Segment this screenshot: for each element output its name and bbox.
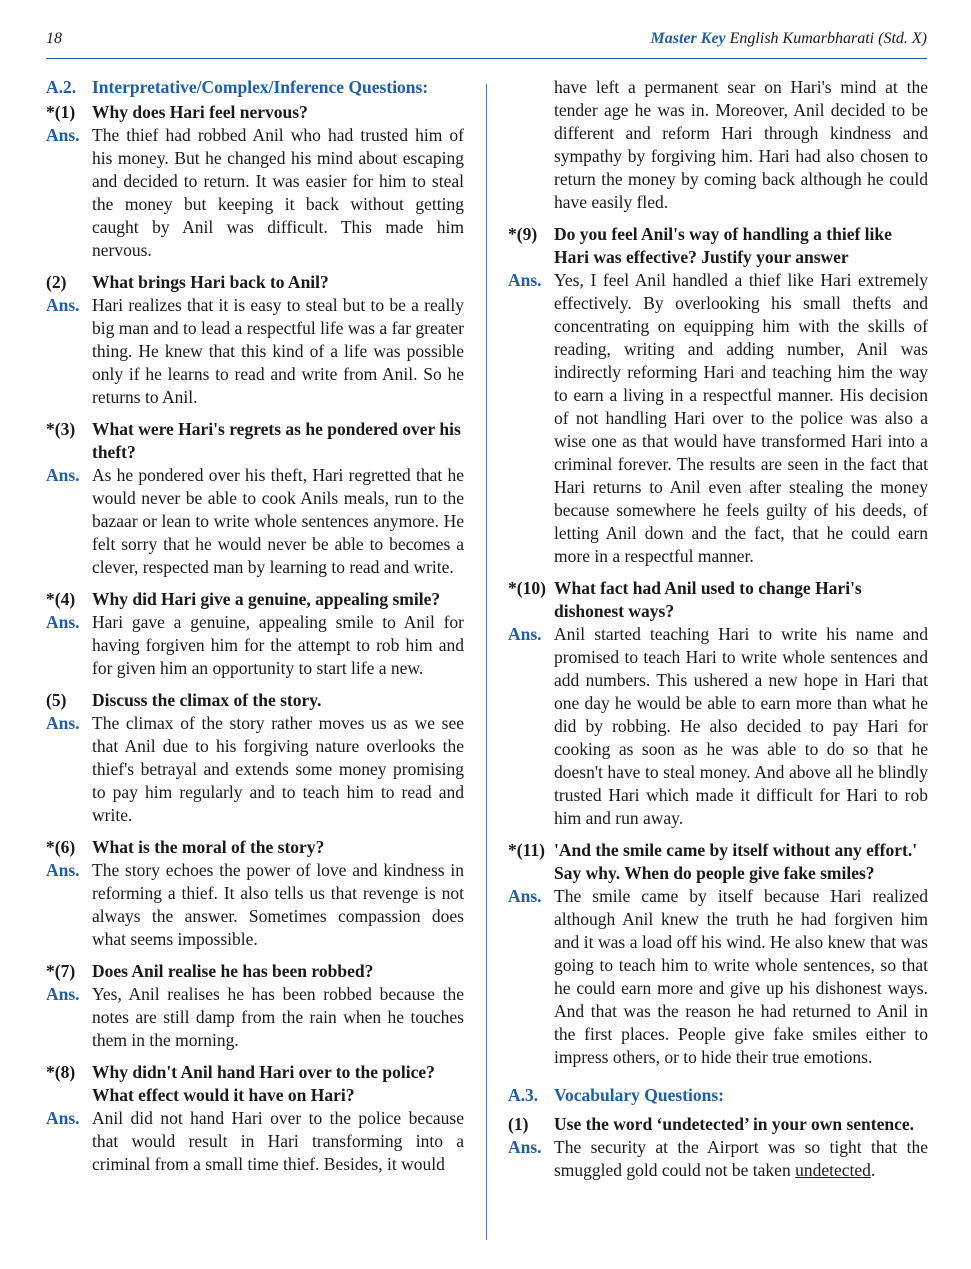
answer-text: The climax of the story rather moves us as we see that Anil due to his forgiving nature overlooks the thief's betrayal and extends some money promising to pay him regularly and to teach him to read and write.	[92, 713, 464, 825]
question-block	[508, 1113, 928, 1182]
question-block	[46, 418, 464, 579]
question-text: What fact had Anil used to change Hari's dishonest ways?	[554, 578, 862, 621]
question-number: *(4)	[46, 589, 76, 609]
answer-label: Ans.	[46, 295, 80, 315]
right-column	[508, 76, 928, 1191]
running-header	[651, 30, 927, 48]
header-rule	[46, 58, 927, 59]
section-title: Vocabulary Questions:	[554, 1085, 725, 1105]
section-title: Interpretative/Complex/Inference Questions:	[92, 77, 429, 97]
question-block	[46, 689, 464, 827]
question-number: *(8)	[46, 1062, 76, 1082]
question-text: Does Anil realise he has been robbed?	[92, 961, 374, 981]
question-block	[46, 588, 464, 680]
question-number: (1)	[508, 1114, 529, 1134]
question-text: Why did Hari give a genuine, appealing smile?	[92, 589, 441, 609]
answer-label: Ans.	[508, 1137, 542, 1157]
answer-label: Ans.	[46, 612, 80, 632]
section-heading	[508, 1084, 928, 1107]
answer-text: Yes, I feel Anil handled a thief like Hari extremely effectively. By overlooking his small thefts and concentrating on equipping him with the skills of reading, writing and adding number, Anil was indirectly reforming Hari and teaching him the way to earn a living in a respectful manner. His decision of not handling Hari over to the police was also a wise one as that would have transformed Hari into a criminal forever. The results are seen in the fact that Hari returns to Anil even after stealing the money because somewhere he feels guilty of his deeds, of letting Anil down and the fact, that he could earn more in a respectful manner.	[554, 270, 928, 566]
question-block	[46, 960, 464, 1052]
answer-text: Anil did not hand Hari over to the police because that would result in Hari transforming into a criminal from a small time thief. Besides, it would	[92, 1108, 464, 1174]
section-id: A.3.	[508, 1085, 539, 1105]
question-number: (5)	[46, 690, 67, 710]
question-text: What brings Hari back to Anil?	[92, 272, 329, 292]
question-text: Use the word ‘undetected’ in your own sentence.	[554, 1114, 915, 1134]
question-block	[508, 577, 928, 830]
answer-text: The thief had robbed Anil who had trusted him of his money. But he changed his mind about escaping and decided to return. It was easier for him to steal the money but keeping it back without getting caught by Anil was difficult. This made him nervous.	[92, 125, 464, 260]
answer-text-end: .	[870, 1160, 876, 1180]
answer-text: Anil started teaching Hari to write his name and promised to teach Hari to write whole sentences and add numbers. This ushered a new hope in Hari that one day he would be able to earn more than what he did by robbing. He also decided to pay Hari for cooking as soon as he was able to do so that he doesn't have to steal money. And above all he blindly trusted Hari which made it difficult for Hari to rob him and run away.	[554, 624, 928, 828]
answer-label: Ans.	[508, 886, 542, 906]
underlined-word: undetected	[795, 1160, 871, 1180]
question-text: What were Hari's regrets as he pondered over his theft?	[92, 419, 461, 462]
question-text: Why does Hari feel nervous?	[92, 102, 308, 122]
question-text: Do you feel Anil's way of handling a thief like Hari was effective? Justify your answer	[554, 224, 892, 267]
answer-text	[554, 1136, 928, 1182]
answer-text: The smile came by itself because Hari realized although Anil knew the truth he had forgiven him and it was a load off his wind. He also knew that was going to teach him to write whole sentences, so that he could earn more and give up his dishonest ways. And that was the reason he had returned to Anil in the first places. People give fake smiles either to impress others, or to hide their true emotions.	[554, 886, 928, 1067]
question-text: What is the moral of the story?	[92, 837, 325, 857]
question-block	[508, 839, 928, 1069]
question-block	[46, 101, 464, 262]
left-column	[46, 76, 464, 1185]
answer-text: The story echoes the power of love and kindness in reforming a thief. It also tells us that revenge is not always the answer. Sometimes compassion does what seems impossible.	[92, 860, 464, 949]
question-number: *(6)	[46, 837, 76, 857]
answer-label: Ans.	[46, 984, 80, 1004]
section-heading	[46, 76, 464, 99]
question-block	[508, 223, 928, 568]
question-block	[46, 271, 464, 409]
answer-label: Ans.	[46, 713, 80, 733]
answer-text: Hari gave a genuine, appealing smile to Anil for having forgiven him for the attempt to rob him and for given him an opportunity to start life a new.	[92, 612, 464, 678]
question-block	[46, 836, 464, 951]
book-brand: Master Key	[650, 30, 726, 47]
answer-text: Hari realizes that it is easy to steal but to be a really big man and to lead a respectful life was a far greater thing. He knew that this kind of a life was possible only if he learns to read and write from Anil. So he returns to Anil.	[92, 295, 464, 407]
section-id: A.2.	[46, 77, 77, 97]
answer-label: Ans.	[46, 1108, 80, 1128]
column-divider	[486, 84, 487, 1240]
answer-text: As he pondered over his theft, Hari regretted that he would never be able to cook Anils meals, run to the bazaar or lean to write whole sentences anymore. He felt sorry that he would never be able to becomes a clever, respected man by learning to read and write.	[92, 465, 464, 577]
page-number: 18	[46, 30, 62, 47]
question-number: (2)	[46, 272, 67, 292]
question-number: *(9)	[508, 224, 538, 244]
answer-label: Ans.	[508, 624, 542, 644]
answer-continuation: have left a permanent sear on Hari's mind at the tender age he was in. Moreover, Anil decided to be different and reform Hari through kindness and sympathy by forgiving him. Hari had also chosen to return the money by coming back although he could have easily fled.	[554, 77, 928, 212]
answer-label: Ans.	[46, 860, 80, 880]
answer-text-start: The security at the Airport was so tight that the smuggled gold could not be taken	[554, 1137, 928, 1180]
answer-label: Ans.	[46, 465, 80, 485]
question-number: *(3)	[46, 419, 76, 439]
question-number: *(11)	[508, 840, 545, 860]
question-text: Discuss the climax of the story.	[92, 690, 322, 710]
question-number: *(10)	[508, 578, 546, 598]
question-text: 'And the smile came by itself without any effort.' Say why. When do people give fake smiles?	[554, 840, 918, 883]
book-title: English Kumarbharati (Std. X)	[729, 30, 927, 47]
question-number: *(1)	[46, 102, 76, 122]
answer-label: Ans.	[46, 125, 80, 145]
question-number: *(7)	[46, 961, 76, 981]
question-block	[46, 1061, 464, 1176]
question-text: Why didn't Anil hand Hari over to the police? What effect would it have on Hari?	[92, 1062, 435, 1105]
answer-label: Ans.	[508, 270, 542, 290]
answer-text: Yes, Anil realises he has been robbed because the notes are still damp from the rain when he touches them in the morning.	[92, 984, 464, 1050]
